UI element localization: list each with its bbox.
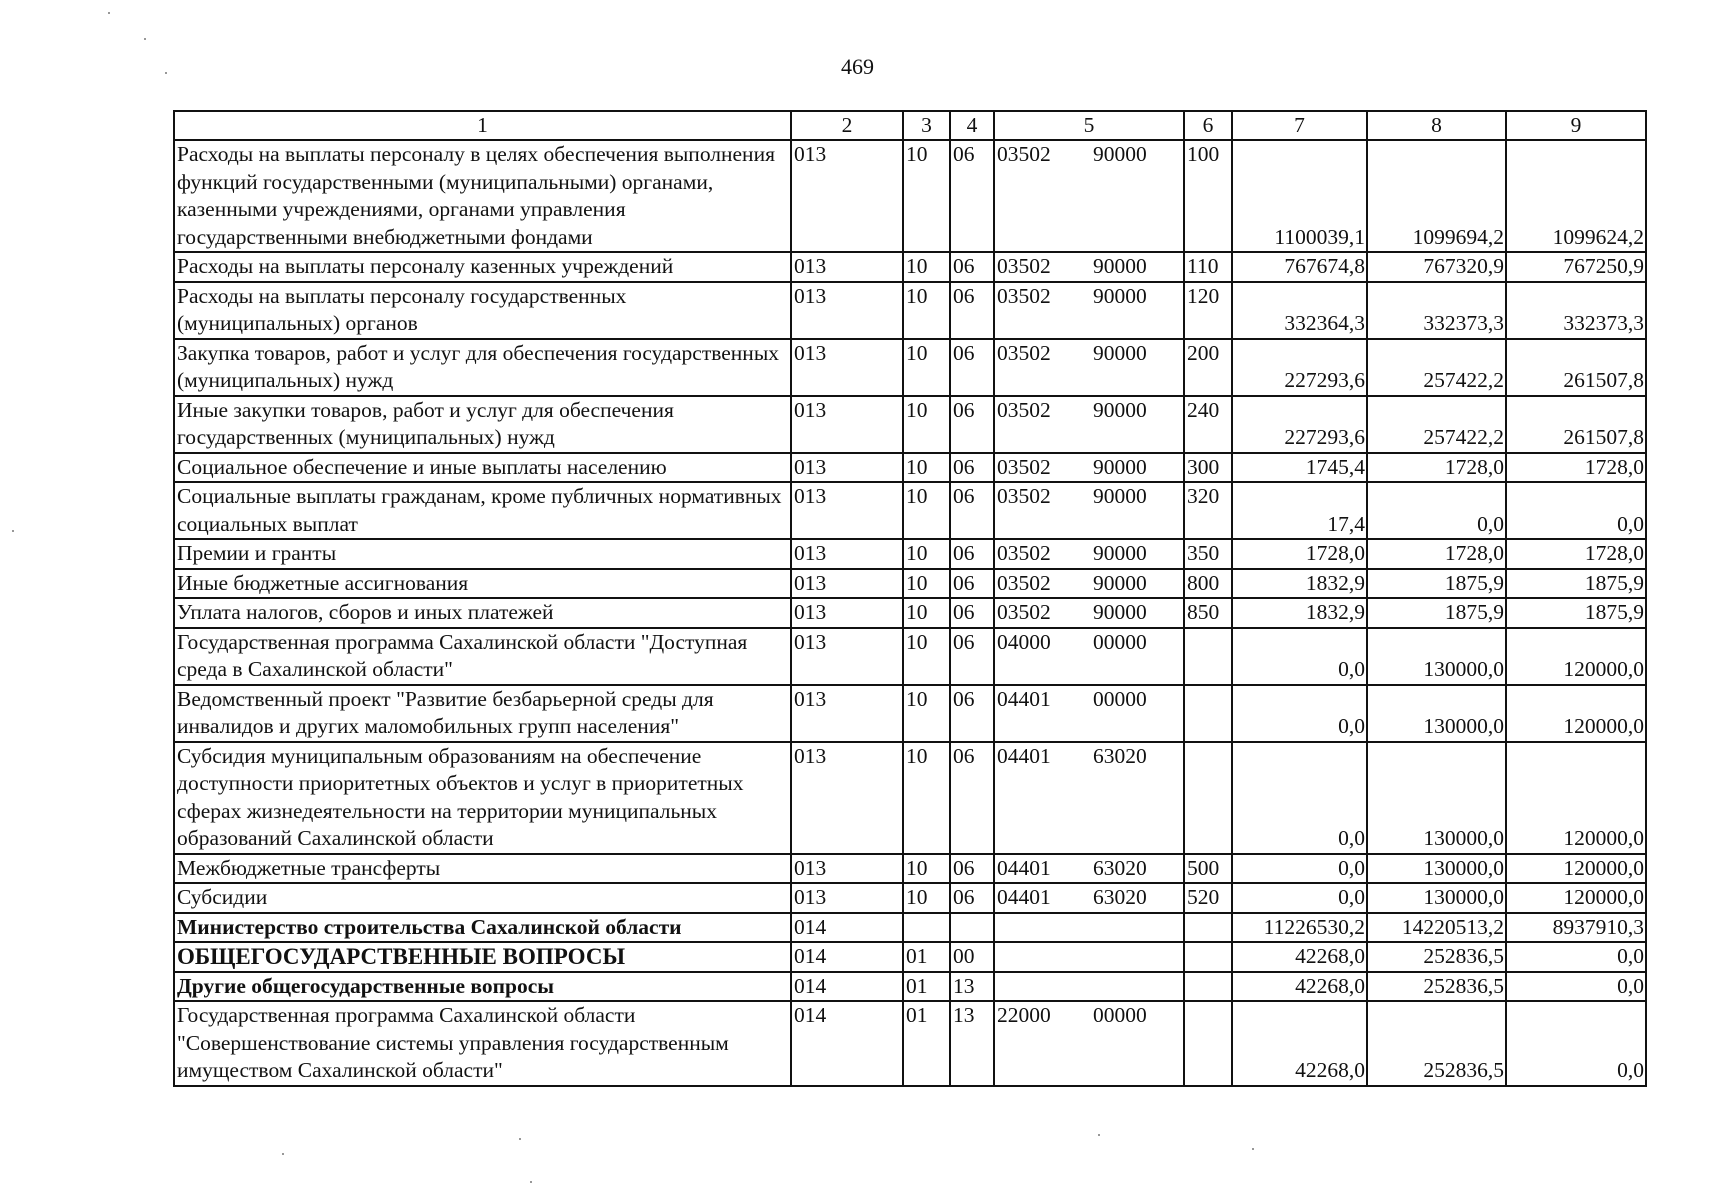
- expense-type-cell: [1184, 1001, 1232, 1086]
- section-code-cell: 10: [903, 854, 950, 884]
- amount-col8-cell: 252836,5: [1367, 942, 1506, 972]
- target-article-program-code: 03502: [997, 570, 1051, 595]
- target-article-direction-code: 90000: [1093, 484, 1147, 508]
- expense-type-cell: 120: [1184, 282, 1232, 339]
- row-name-cell: Социальное обеспечение и иные выплаты населению: [174, 453, 791, 483]
- target-article-cell: [994, 282, 1184, 339]
- row-name-cell: ОБЩЕГОСУДАРСТВЕННЫЕ ВОПРОСЫ: [174, 942, 791, 972]
- row-name-cell: Субсидии: [174, 883, 791, 913]
- header-col-7: 7: [1232, 111, 1367, 140]
- header-col-8: 8: [1367, 111, 1506, 140]
- table-row: [174, 453, 1646, 483]
- column-number-header: [174, 111, 1646, 140]
- table-row: [174, 539, 1646, 569]
- target-article-direction-code: 63020: [1093, 743, 1147, 768]
- target-article-program-code: 03502: [997, 340, 1051, 365]
- table-row: [174, 883, 1646, 913]
- amount-col7-cell: 1100039,1: [1232, 140, 1367, 252]
- section-code-cell: 10: [903, 396, 950, 453]
- header-col-4: 4: [950, 111, 994, 140]
- row-name-cell: Иные бюджетные ассигнования: [174, 569, 791, 599]
- expense-type-cell: 300: [1184, 453, 1232, 483]
- amount-col9-cell: 261507,8: [1506, 339, 1646, 396]
- subsection-code-cell: 06: [950, 482, 994, 539]
- section-code-cell: 10: [903, 453, 950, 483]
- amount-col8-cell: 0,0: [1367, 482, 1506, 539]
- amount-col7-cell: 17,4: [1232, 482, 1367, 539]
- amount-col7-cell: 0,0: [1232, 742, 1367, 854]
- section-code-cell: 01: [903, 942, 950, 972]
- amount-col7-cell: 767674,8: [1232, 252, 1367, 282]
- target-article-cell: [994, 1001, 1184, 1086]
- amount-col7-cell: 42268,0: [1232, 942, 1367, 972]
- ministry-code-cell: 013: [791, 742, 903, 854]
- expense-type-cell: 110: [1184, 252, 1232, 282]
- section-code-cell: 10: [903, 685, 950, 742]
- expense-type-cell: 850: [1184, 598, 1232, 628]
- target-article-cell: [994, 854, 1184, 884]
- table-row: [174, 140, 1646, 252]
- table-row: [174, 282, 1646, 339]
- amount-col8-cell: 252836,5: [1367, 1001, 1506, 1086]
- section-code-cell: 10: [903, 569, 950, 599]
- page-number: 469: [841, 54, 874, 79]
- amount-col8-cell: 14220513,2: [1367, 913, 1506, 943]
- row-name-cell: Расходы на выплаты персоналу государственных (муниципальных) органов: [174, 282, 791, 339]
- expense-type-cell: 200: [1184, 339, 1232, 396]
- target-article-direction-code: 90000: [1093, 142, 1147, 166]
- target-article-direction-code: 00000: [1093, 686, 1147, 711]
- target-article-program-code: 04401: [997, 686, 1051, 711]
- ministry-code-cell: 013: [791, 396, 903, 453]
- target-article-cell: [994, 685, 1184, 742]
- amount-col9-cell: 120000,0: [1506, 742, 1646, 854]
- ministry-code-cell: 013: [791, 339, 903, 396]
- target-article-cell: [994, 598, 1184, 628]
- row-name-cell: Межбюджетные трансферты: [174, 854, 791, 884]
- ministry-code-cell: 013: [791, 252, 903, 282]
- subsection-code-cell: 06: [950, 453, 994, 483]
- amount-col9-cell: 0,0: [1506, 942, 1646, 972]
- amount-col7-cell: 11226530,2: [1232, 913, 1367, 943]
- target-article-cell: [994, 972, 1184, 1002]
- amount-col7-cell: 0,0: [1232, 854, 1367, 884]
- section-code-cell: 01: [903, 1001, 950, 1086]
- amount-col7-cell: 1745,4: [1232, 453, 1367, 483]
- subsection-code-cell: 13: [950, 1001, 994, 1086]
- amount-col9-cell: 120000,0: [1506, 685, 1646, 742]
- table-row: [174, 252, 1646, 282]
- amount-col8-cell: 332373,3: [1367, 282, 1506, 339]
- target-article-program-code: 03502: [997, 454, 1051, 479]
- ministry-code-cell: 014: [791, 913, 903, 943]
- expense-type-cell: 520: [1184, 883, 1232, 913]
- row-name-cell: Другие общегосударственные вопросы: [174, 972, 791, 1002]
- header-col-2: 2: [791, 111, 903, 140]
- target-article-direction-code: 00000: [1093, 629, 1147, 654]
- row-name-cell: Уплата налогов, сборов и иных платежей: [174, 598, 791, 628]
- amount-col9-cell: 1875,9: [1506, 598, 1646, 628]
- amount-col7-cell: 1832,9: [1232, 598, 1367, 628]
- row-name-cell: Иные закупки товаров, работ и услуг для обеспечения государственных (муниципальных) нужд: [174, 396, 791, 453]
- header-col-1: 1: [174, 111, 791, 140]
- expense-type-cell: [1184, 742, 1232, 854]
- ministry-code-cell: 013: [791, 482, 903, 539]
- section-code-cell: 10: [903, 252, 950, 282]
- amount-col8-cell: 767320,9: [1367, 252, 1506, 282]
- subsection-code-cell: 06: [950, 742, 994, 854]
- amount-col7-cell: 332364,3: [1232, 282, 1367, 339]
- expense-type-cell: [1184, 628, 1232, 685]
- amount-col7-cell: 1832,9: [1232, 569, 1367, 599]
- header-col-5: 5: [994, 111, 1184, 140]
- subsection-code-cell: 06: [950, 628, 994, 685]
- target-article-program-code: 03502: [997, 283, 1051, 308]
- row-name-cell: Закупка товаров, работ и услуг для обеспечения государственных (муниципальных) нужд: [174, 339, 791, 396]
- expense-type-cell: 800: [1184, 569, 1232, 599]
- target-article-program-code: 03502: [997, 541, 1051, 565]
- section-code-cell: 10: [903, 140, 950, 252]
- subsection-code-cell: 06: [950, 396, 994, 453]
- amount-col8-cell: 252836,5: [1367, 972, 1506, 1002]
- target-article-direction-code: 90000: [1093, 570, 1147, 595]
- amount-col7-cell: 42268,0: [1232, 1001, 1367, 1086]
- subsection-code-cell: [950, 913, 994, 943]
- header-col-6: 6: [1184, 111, 1232, 140]
- budget-table-container: [173, 110, 1645, 1087]
- expense-type-cell: 100: [1184, 140, 1232, 252]
- target-article-program-code: 04401: [997, 743, 1051, 768]
- table-row: [174, 854, 1646, 884]
- ministry-code-cell: 013: [791, 282, 903, 339]
- expense-type-cell: 320: [1184, 482, 1232, 539]
- expense-type-cell: [1184, 972, 1232, 1002]
- section-code-cell: 10: [903, 628, 950, 685]
- expense-type-cell: [1184, 913, 1232, 943]
- section-code-cell: 10: [903, 282, 950, 339]
- row-name-cell: Ведомственный проект "Развитие безбарьерной среды для инвалидов и других маломобильных групп населения": [174, 685, 791, 742]
- ministry-code-cell: 014: [791, 942, 903, 972]
- table-row: [174, 742, 1646, 854]
- row-name-cell: Расходы на выплаты персоналу в целях обеспечения выполнения функций государственными (муниципальными) органами, казенными учреждениями, органами управления государственными внебюджетными фондами: [174, 140, 791, 252]
- amount-col9-cell: 1728,0: [1506, 539, 1646, 569]
- target-article-program-code: 03502: [997, 484, 1051, 508]
- target-article-cell: [994, 339, 1184, 396]
- target-article-program-code: 03502: [997, 254, 1051, 278]
- amount-col8-cell: 1099694,2: [1367, 140, 1506, 252]
- ministry-code-cell: 013: [791, 854, 903, 884]
- section-code-cell: 10: [903, 598, 950, 628]
- amount-col7-cell: 0,0: [1232, 628, 1367, 685]
- target-article-direction-code: 90000: [1093, 454, 1147, 479]
- table-body: [174, 140, 1646, 1086]
- amount-col9-cell: 0,0: [1506, 1001, 1646, 1086]
- amount-col8-cell: 1728,0: [1367, 539, 1506, 569]
- target-article-cell: [994, 482, 1184, 539]
- section-code-cell: 10: [903, 339, 950, 396]
- amount-col7-cell: 0,0: [1232, 685, 1367, 742]
- table-row: [174, 628, 1646, 685]
- section-code-cell: 10: [903, 482, 950, 539]
- target-article-cell: [994, 942, 1184, 972]
- amount-col9-cell: 1728,0: [1506, 453, 1646, 483]
- target-article-program-code: 03502: [997, 600, 1051, 624]
- amount-col9-cell: 0,0: [1506, 482, 1646, 539]
- expense-type-cell: 350: [1184, 539, 1232, 569]
- amount-col9-cell: 120000,0: [1506, 628, 1646, 685]
- target-article-cell: [994, 140, 1184, 252]
- subsection-code-cell: 06: [950, 685, 994, 742]
- amount-col9-cell: 767250,9: [1506, 252, 1646, 282]
- ministry-code-cell: 014: [791, 1001, 903, 1086]
- amount-col7-cell: 227293,6: [1232, 396, 1367, 453]
- target-article-direction-code: 63020: [1093, 885, 1147, 909]
- section-code-cell: [903, 913, 950, 943]
- target-article-direction-code: 00000: [1093, 1003, 1147, 1027]
- amount-col8-cell: 1875,9: [1367, 569, 1506, 599]
- expense-type-cell: 240: [1184, 396, 1232, 453]
- target-article-cell: [994, 742, 1184, 854]
- target-article-program-code: 22000: [997, 1003, 1051, 1027]
- subsection-code-cell: 06: [950, 598, 994, 628]
- target-article-cell: [994, 396, 1184, 453]
- target-article-direction-code: 90000: [1093, 600, 1147, 624]
- target-article-program-code: 04401: [997, 855, 1051, 880]
- target-article-cell: [994, 539, 1184, 569]
- amount-col9-cell: 1875,9: [1506, 569, 1646, 599]
- subsection-code-cell: 06: [950, 282, 994, 339]
- amount-col8-cell: 257422,2: [1367, 396, 1506, 453]
- section-code-cell: 10: [903, 883, 950, 913]
- ministry-code-cell: 013: [791, 685, 903, 742]
- header-col-9: 9: [1506, 111, 1646, 140]
- amount-col9-cell: 120000,0: [1506, 883, 1646, 913]
- row-name-cell: Социальные выплаты гражданам, кроме публичных нормативных социальных выплат: [174, 482, 791, 539]
- table-row: [174, 913, 1646, 943]
- subsection-code-cell: 06: [950, 854, 994, 884]
- target-article-cell: [994, 913, 1184, 943]
- table-row: [174, 685, 1646, 742]
- row-name-cell: Расходы на выплаты персоналу казенных учреждений: [174, 252, 791, 282]
- ministry-code-cell: 013: [791, 883, 903, 913]
- subsection-code-cell: 06: [950, 339, 994, 396]
- row-name-cell: Министерство строительства Сахалинской области: [174, 913, 791, 943]
- ministry-code-cell: 013: [791, 628, 903, 685]
- target-article-program-code: 03502: [997, 397, 1051, 422]
- amount-col8-cell: 257422,2: [1367, 339, 1506, 396]
- target-article-cell: [994, 883, 1184, 913]
- amount-col9-cell: 261507,8: [1506, 396, 1646, 453]
- subsection-code-cell: 06: [950, 140, 994, 252]
- table-row: [174, 339, 1646, 396]
- target-article-direction-code: 63020: [1093, 855, 1147, 880]
- expense-type-cell: [1184, 942, 1232, 972]
- target-article-program-code: 04401: [997, 885, 1051, 909]
- expense-type-cell: 500: [1184, 854, 1232, 884]
- table-row: [174, 569, 1646, 599]
- amount-col9-cell: 1099624,2: [1506, 140, 1646, 252]
- subsection-code-cell: 06: [950, 539, 994, 569]
- section-code-cell: 01: [903, 972, 950, 1002]
- amount-col9-cell: 120000,0: [1506, 854, 1646, 884]
- amount-col7-cell: 0,0: [1232, 883, 1367, 913]
- subsection-code-cell: 00: [950, 942, 994, 972]
- table-row: [174, 396, 1646, 453]
- target-article-cell: [994, 628, 1184, 685]
- row-name-cell: Государственная программа Сахалинской области "Совершенствование системы управления государственным имуществом Сахалинской области": [174, 1001, 791, 1086]
- expense-type-cell: [1184, 685, 1232, 742]
- amount-col8-cell: 130000,0: [1367, 854, 1506, 884]
- subsection-code-cell: 13: [950, 972, 994, 1002]
- section-code-cell: 10: [903, 742, 950, 854]
- amount-col8-cell: 130000,0: [1367, 685, 1506, 742]
- amount-col8-cell: 130000,0: [1367, 883, 1506, 913]
- budget-table: [173, 110, 1647, 1087]
- ministry-code-cell: 014: [791, 972, 903, 1002]
- amount-col8-cell: 130000,0: [1367, 742, 1506, 854]
- amount-col9-cell: 0,0: [1506, 972, 1646, 1002]
- section-code-cell: 10: [903, 539, 950, 569]
- target-article-cell: [994, 252, 1184, 282]
- ministry-code-cell: 013: [791, 453, 903, 483]
- subsection-code-cell: 06: [950, 252, 994, 282]
- ministry-code-cell: 013: [791, 598, 903, 628]
- ministry-code-cell: 013: [791, 140, 903, 252]
- subsection-code-cell: 06: [950, 569, 994, 599]
- subsection-code-cell: 06: [950, 883, 994, 913]
- header-col-3: 3: [903, 111, 950, 140]
- ministry-code-cell: 013: [791, 539, 903, 569]
- target-article-direction-code: 90000: [1093, 254, 1147, 278]
- amount-col9-cell: 332373,3: [1506, 282, 1646, 339]
- amount-col7-cell: 42268,0: [1232, 972, 1367, 1002]
- target-article-direction-code: 90000: [1093, 340, 1147, 365]
- target-article-direction-code: 90000: [1093, 397, 1147, 422]
- row-name-cell: Субсидия муниципальным образованиям на обеспечение доступности приоритетных объектов и услуг в приоритетных сферах жизнедеятельности на территории муниципальных образований Сахалинской области: [174, 742, 791, 854]
- amount-col8-cell: 1728,0: [1367, 453, 1506, 483]
- target-article-program-code: 03502: [997, 142, 1051, 166]
- amount-col9-cell: 8937910,3: [1506, 913, 1646, 943]
- row-name-cell: Государственная программа Сахалинской области "Доступная среда в Сахалинской области": [174, 628, 791, 685]
- target-article-direction-code: 90000: [1093, 541, 1147, 565]
- target-article-program-code: 04000: [997, 629, 1051, 654]
- amount-col7-cell: 1728,0: [1232, 539, 1367, 569]
- table-row: [174, 942, 1646, 972]
- target-article-cell: [994, 569, 1184, 599]
- table-row: [174, 482, 1646, 539]
- amount-col8-cell: 1875,9: [1367, 598, 1506, 628]
- ministry-code-cell: 013: [791, 569, 903, 599]
- amount-col8-cell: 130000,0: [1367, 628, 1506, 685]
- row-name-cell: Премии и гранты: [174, 539, 791, 569]
- table-row: [174, 972, 1646, 1002]
- target-article-direction-code: 90000: [1093, 283, 1147, 308]
- amount-col7-cell: 227293,6: [1232, 339, 1367, 396]
- target-article-cell: [994, 453, 1184, 483]
- table-row: [174, 1001, 1646, 1086]
- table-row: [174, 598, 1646, 628]
